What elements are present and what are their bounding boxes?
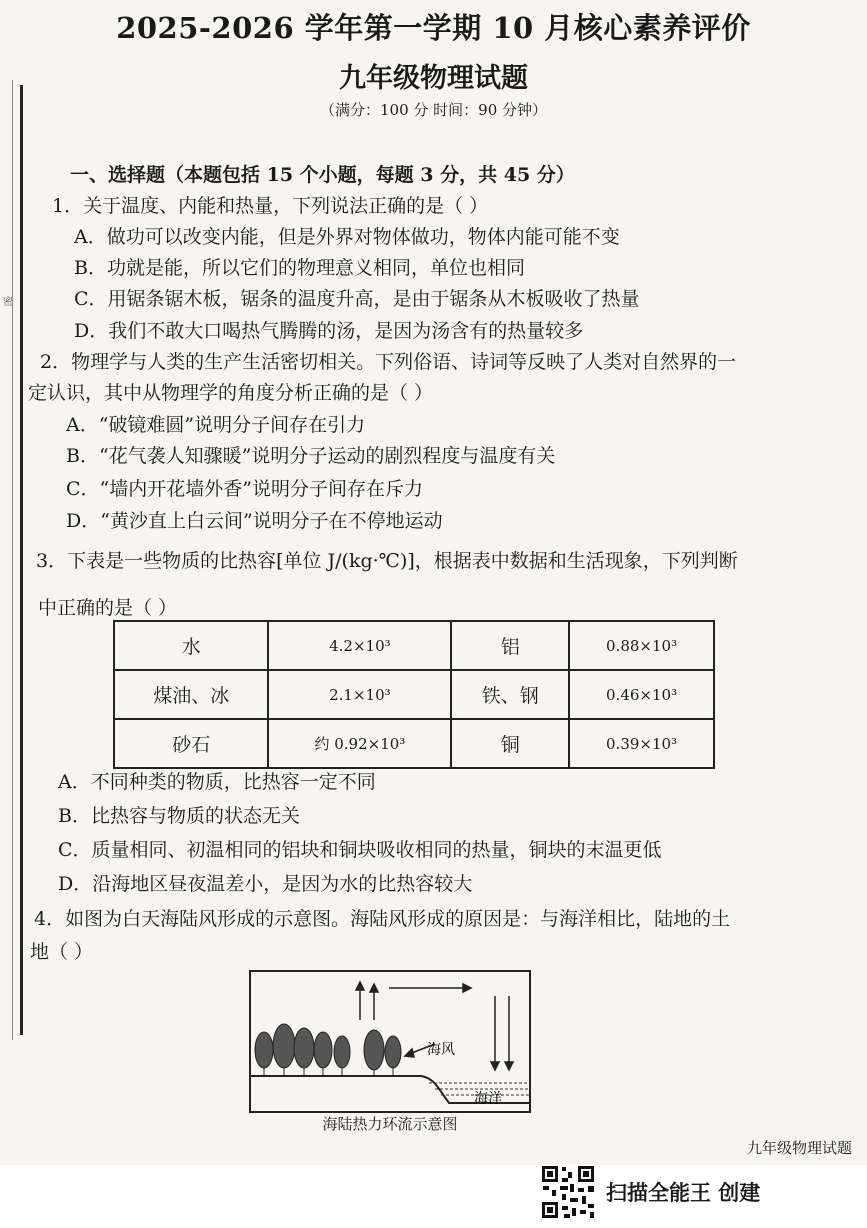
table-row <box>114 621 714 670</box>
table-cell: 铁、钢 <box>451 670 569 719</box>
question-2-stem-line1: 2．物理学与人类的生产生活密切相关。下列俗语、诗词等反映了人类对自然界的一 <box>40 351 737 373</box>
binding-margin-line <box>12 80 13 1040</box>
table-row <box>114 719 714 768</box>
question-3-stem-line1: 3．下表是一些物质的比热容[单位 J/(kg·℃)]，根据表中数据和生活现象，下列判断 <box>36 550 738 572</box>
section-heading: 一、选择题（本题包括 15 个小题，每题 3 分，共 45 分） <box>70 164 575 186</box>
exam-title: 2025-2026 学年第一学期 10 月核心素养评价 <box>116 11 751 45</box>
table-cell: 砂石 <box>114 719 268 768</box>
question-1-option-a: A．做功可以改变内能，但是外界对物体做功，物体内能可能不变 <box>74 226 620 248</box>
scanner-app-watermark: 扫描全能王 创建 <box>606 1181 761 1205</box>
question-3-option-c: C．质量相同、初温相同的铝块和铜块吸收相同的热量，铜块的末温更低 <box>58 839 662 861</box>
diagram-caption: 海陆热力环流示意图 <box>322 1115 458 1133</box>
question-3-option-d: D．沿海地区昼夜温差小，是因为水的比热容较大 <box>58 873 473 895</box>
question-1-option-c: C．用锯条锯木板，锯条的温度升高，是由于锯条从木板吸收了热量 <box>74 288 640 310</box>
sea-wind-label: 海风 <box>427 1042 455 1058</box>
footer-page-title: 九年级物理试题 <box>746 1139 852 1157</box>
table-cell: 0.88×10³ <box>569 621 714 670</box>
binding-margin-mark: 密 <box>3 297 13 308</box>
question-1-option-d: D．我们不敢大口喝热气腾腾的汤，是因为汤含有的热量较多 <box>74 320 584 342</box>
question-2-option-a: A．“破镜难圆”说明分子间存在引力 <box>66 414 366 436</box>
question-4-stem-line2: 地（ ） <box>30 941 94 963</box>
question-2-option-d: D．“黄沙直上白云间”说明分子在不停地运动 <box>66 510 443 532</box>
table-row <box>114 670 714 719</box>
exam-subtitle: 九年级物理试题 <box>339 63 528 94</box>
table-cell: 煤油、冰 <box>114 670 268 719</box>
table-cell: 约 0.92×10³ <box>268 719 451 768</box>
trees-icon <box>255 1024 401 1076</box>
table-cell: 0.39×10³ <box>569 719 714 768</box>
question-2-option-b: B．“花气袭人知骤暖”说明分子运动的剧烈程度与温度有关 <box>66 445 556 467</box>
question-1-option-b: B．功就是能，所以它们的物理意义相同，单位也相同 <box>74 257 525 279</box>
table-cell: 铝 <box>451 621 569 670</box>
sea-label: 海洋 <box>474 1091 502 1107</box>
score-info: （满分：100 分 时间：90 分钟） <box>319 101 548 119</box>
question-1-stem: 1．关于温度、内能和热量，下列说法正确的是（ ） <box>52 195 489 217</box>
question-4-stem-line1: 4．如图为白天海陆风形成的示意图。海陆风形成的原因是：与海洋相比，陆地的土 <box>34 908 731 930</box>
table-cell: 水 <box>114 621 268 670</box>
table-cell: 4.2×10³ <box>268 621 451 670</box>
binding-margin-line-bold <box>20 85 23 1035</box>
qr-code-icon <box>540 1164 596 1220</box>
sea-land-breeze-diagram <box>249 970 531 1113</box>
question-3-option-b: B．比热容与物质的状态无关 <box>58 805 300 827</box>
question-2-stem-line2: 定认识，其中从物理学的角度分析正确的是（ ） <box>28 382 434 404</box>
table-cell: 0.46×10³ <box>569 670 714 719</box>
specific-heat-table <box>113 620 715 769</box>
question-2-option-c: C．“墙内开花墙外香”说明分子间存在斥力 <box>66 478 423 500</box>
scanner-watermark-strip <box>0 1165 867 1228</box>
question-3-stem-line2: 中正确的是（ ） <box>38 597 178 619</box>
table-cell: 2.1×10³ <box>268 670 451 719</box>
question-3-option-a: A．不同种类的物质，比热容一定不同 <box>58 771 376 793</box>
table-cell: 铜 <box>451 719 569 768</box>
